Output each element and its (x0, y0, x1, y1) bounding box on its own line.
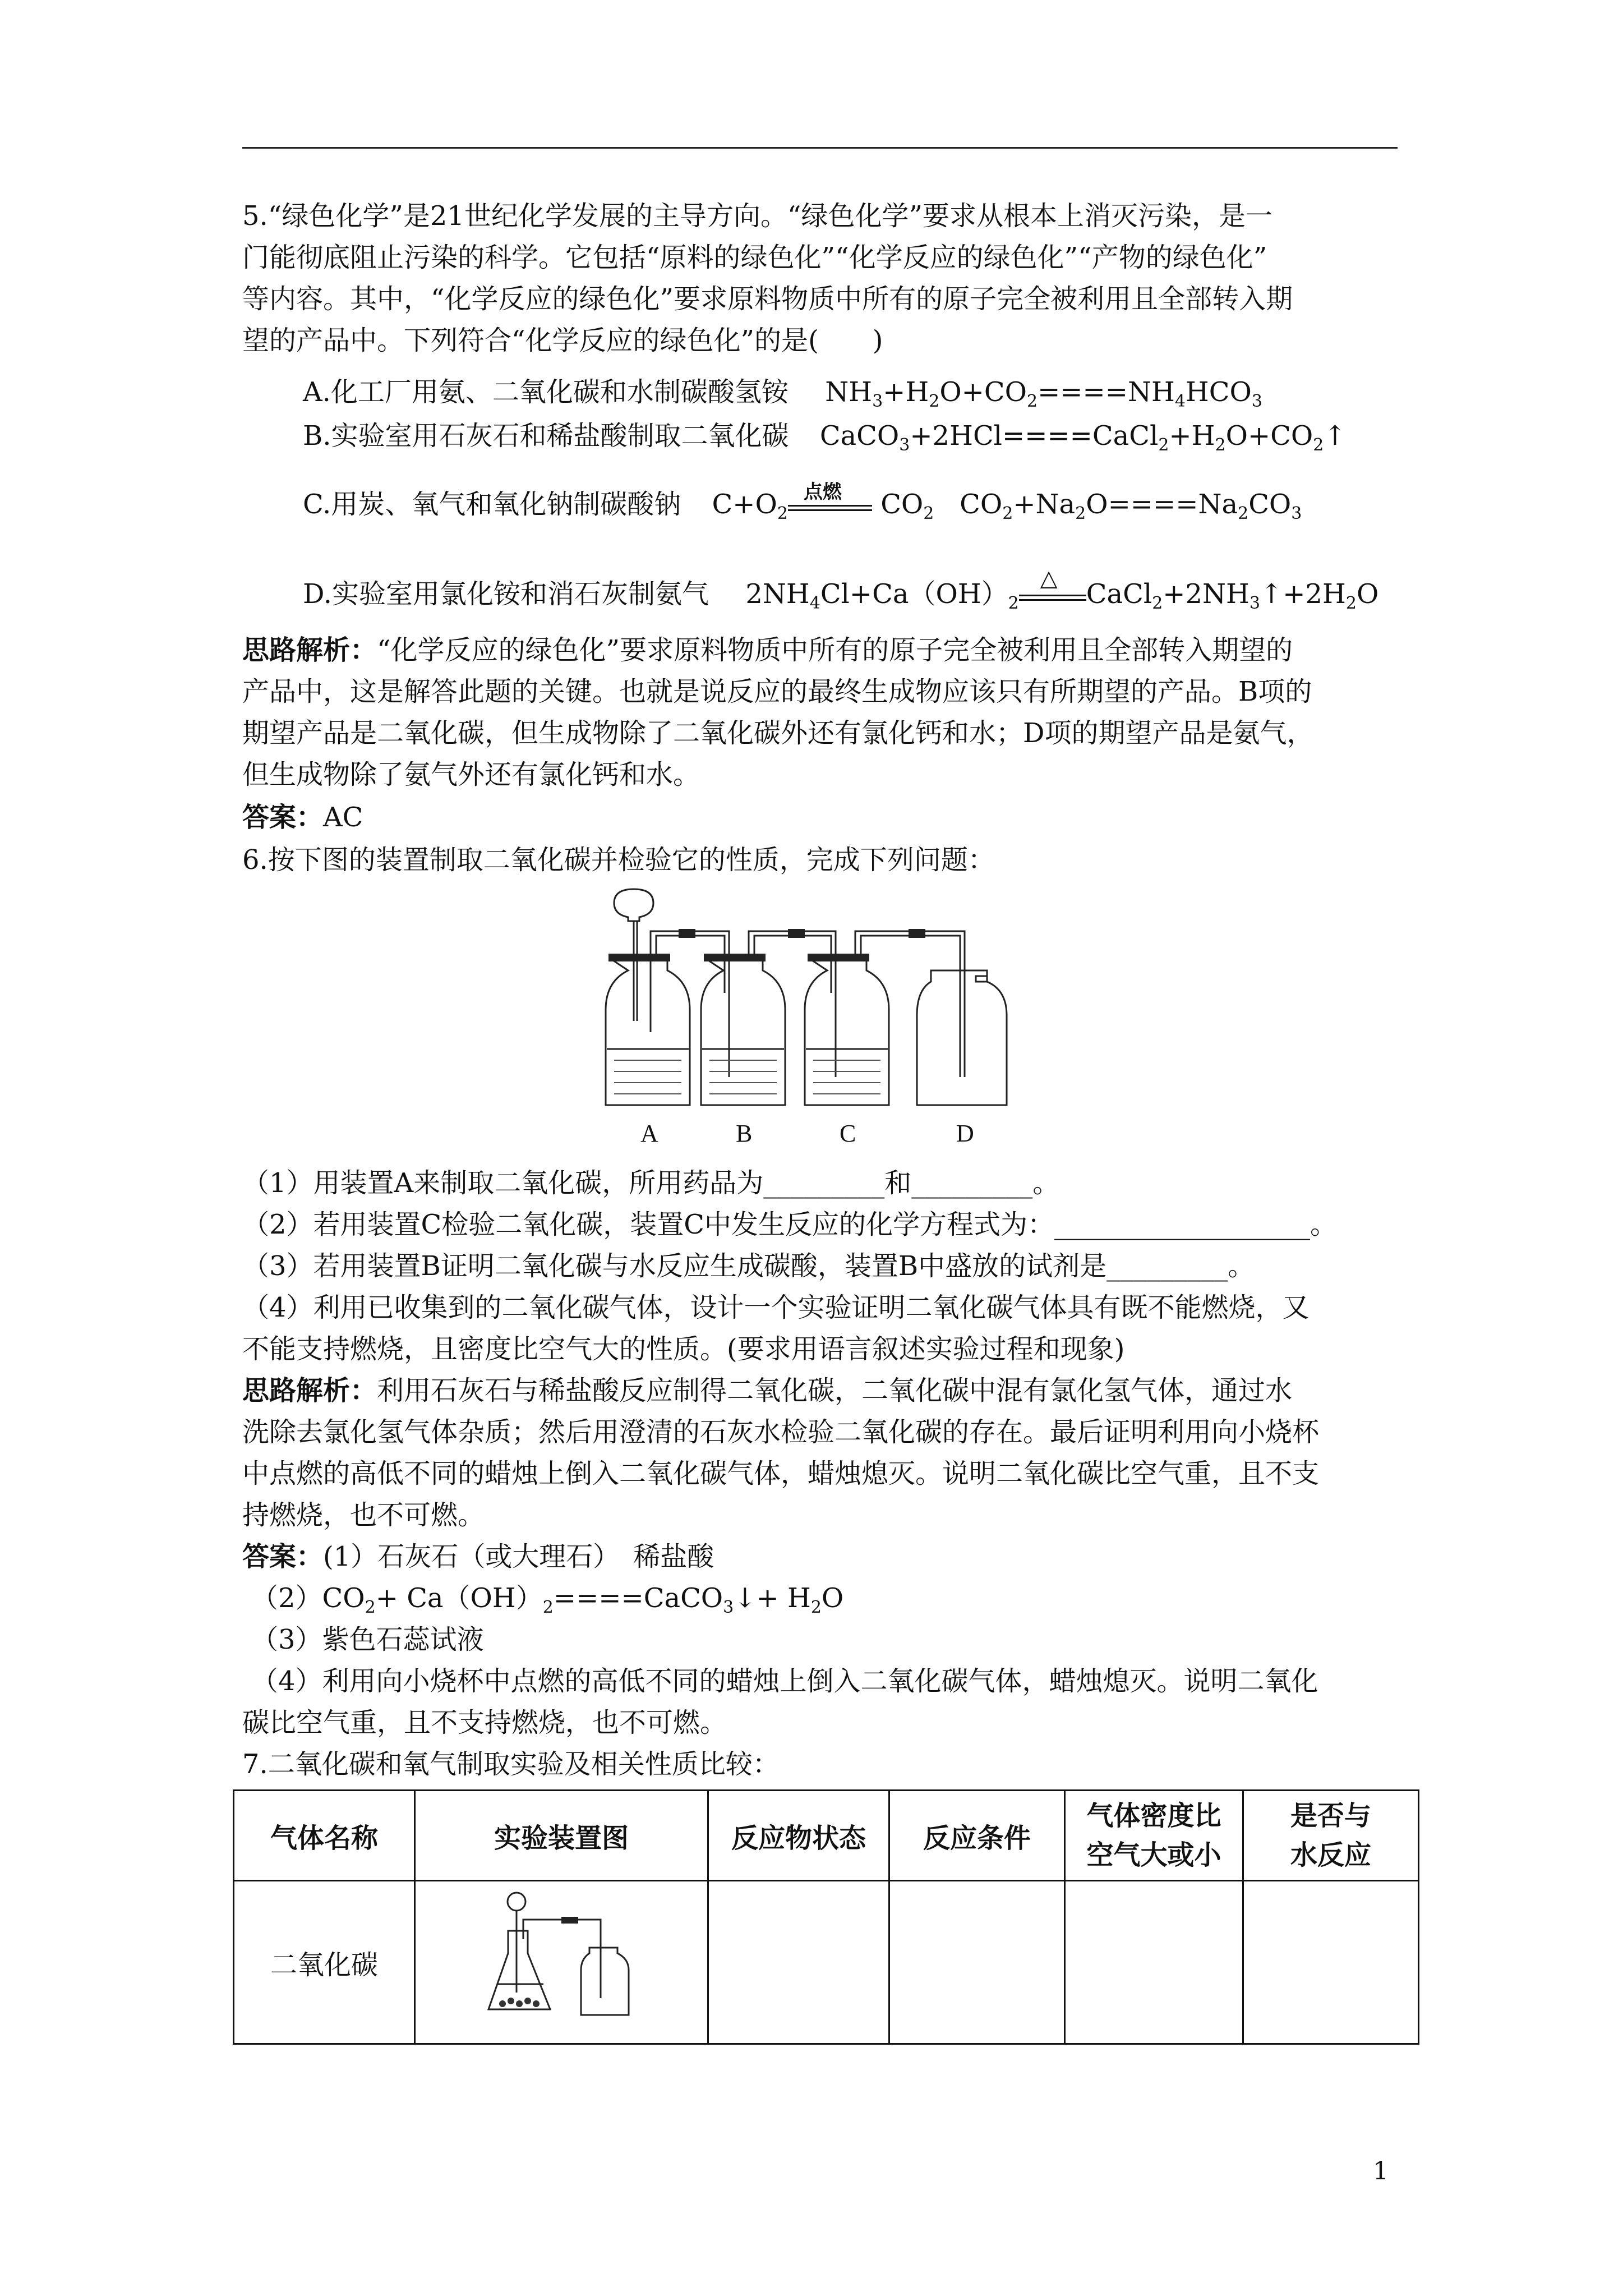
q5-answer: 答案：AC (242, 802, 363, 833)
label-d: D (956, 1120, 974, 1147)
cell-apparatus (415, 1881, 708, 2044)
label-a: A (640, 1120, 658, 1147)
q5-option-c (303, 480, 1302, 526)
q6-part4-line2: 不能支持燃烧，且密度比空气大的性质。(要求用语言叙述实验过程和现象) (242, 1333, 1125, 1365)
heat-arrow (1019, 565, 1086, 616)
label-c: C (840, 1120, 856, 1147)
q5-line3: 等内容。其中，“化学反应的绿色化”要求原料物质中所有的原子完全被利用且全部转入期 (242, 283, 1293, 315)
q6-answer-line4: （4）利用向小烧杯中点燃的高低不同的蜡烛上倒入二氧化碳气体，蜡烛熄灭。说明二氧化 (251, 1665, 1318, 1697)
q5-line2: 门能彻底阻止污染的科学。它包括“原料的绿色化”“化学反应的绿色化”“产物的绿色化” (242, 242, 1267, 273)
header-water-reaction: 是否与 水反应 (1243, 1791, 1419, 1881)
q5-line1: 5.“绿色化学”是21世纪化学发展的主导方向。“绿色化学”要求从根本上消灭污染，是一 (242, 200, 1273, 232)
q5-option-b (303, 415, 1347, 457)
cell-density (1065, 1881, 1243, 2044)
table-header-row (234, 1791, 1419, 1881)
q6-analysis-line4: 持燃烧，也不可燃。 (242, 1499, 485, 1531)
cell-gas-co2: 二氧化碳 (234, 1881, 415, 2044)
option-b-text: B.实验室用石灰石和稀盐酸制取二氧化碳 (303, 420, 789, 452)
q7-title: 7.二氧化碳和氧气制取实验及相关性质比较： (242, 1749, 780, 1780)
cell-reactant-state (708, 1881, 889, 2044)
q6-part4-line1: （4）利用已收集到的二氧化碳气体，设计一个实验证明二氧化碳气体具有既不能燃烧，又 (242, 1292, 1310, 1323)
option-d-equation: $2NH_4Cl+Ca(OH)_2$ △ $CaCl_2+2NH_3↑+2H_2O$ (745, 578, 1378, 610)
q6-answer-line5: 碳比空气重，且不支持燃烧，也不可燃。 (242, 1707, 727, 1738)
header-rule (242, 147, 1398, 149)
cell-water-reaction (1243, 1881, 1419, 2044)
q6-part3: （3）若用装置B证明二氧化碳与水反应生成碳酸，装置B中盛放的试剂是_________。 (242, 1250, 1255, 1282)
apparatus-figure (594, 886, 1043, 1150)
header-apparatus: 实验装置图 (415, 1791, 708, 1881)
q5-option-d (303, 565, 1379, 616)
co2-apparatus-icon (477, 1886, 645, 2032)
label-b: B (736, 1120, 753, 1147)
q6-analysis-label: 思路解析： (242, 1375, 377, 1406)
header-gas-name: 气体名称 (234, 1791, 415, 1881)
q6-answer-line3: （3）紫色石蕊试液 (251, 1624, 484, 1655)
q5-answer-label: 答案： (242, 802, 324, 833)
option-a-text: A.化工厂用氨、二氧化碳和水制碳酸氢铵 (303, 376, 789, 408)
table-row (234, 1881, 1419, 2044)
heat-condition: △ (1040, 565, 1058, 591)
q5-analysis-line3: 期望产品是二氧化碳，但生成物除了二氧化碳外还有氯化钙和水；D项的期望产品是氨气， (242, 717, 1314, 749)
header-density: 气体密度比 空气大或小 (1065, 1791, 1243, 1881)
option-d-text: D.实验室用氯化铵和消石灰制氨气 (303, 578, 709, 610)
q5-analysis-line1: 思路解析：“化学反应的绿色化”要求原料物质中所有的原子完全被利用且全部转入期望的 (242, 634, 1293, 666)
option-c-equation: $C+O_2$ 点燃 $CO_2$ $CO_2+Na_2O====Na_2CO_3$ (712, 489, 1302, 520)
q6-part2: （2）若用装置C检验二氧化碳，装置C中发生反应的化学方程式为：___________________。 (242, 1209, 1337, 1240)
comparison-table (233, 1789, 1419, 2045)
q5-analysis-label: 思路解析： (242, 634, 377, 666)
q5-line4: 望的产品中。下列符合“化学反应的绿色化”的是( ) (242, 325, 883, 356)
option-c-text: C.用炭、氧气和氧化钠制碳酸钠 (303, 489, 681, 520)
condition-arrow (788, 480, 872, 526)
page-number: 1 (1373, 2157, 1389, 2185)
q6-analysis-line2: 洗除去氯化氢气体杂质；然后用澄清的石灰水检验二氧化碳的存在。最后证明利用向小烧杯 (242, 1416, 1320, 1448)
q5-analysis-line2: 产品中，这是解答此题的关键。也就是说反应的最终生成物应该只有所期望的产品。B项的 (242, 676, 1312, 707)
cell-condition (889, 1881, 1065, 2044)
q5-option-a (303, 371, 1262, 413)
option-a-equation: $NH_3+H_2O+CO_2====NH_4HCO_3$ (825, 376, 1262, 411)
option-b-equation: $CaCO_3+2HCl====CaCl_2+H_2O+CO_2↑$ (819, 420, 1347, 455)
q6-analysis-line1: 思路解析：利用石灰石与稀盐酸反应制得二氧化碳，二氧化碳中混有氯化氢气体，通过水 (242, 1375, 1293, 1406)
q6-title: 6.按下图的装置制取二氧化碳并检验它的性质，完成下列问题： (242, 844, 995, 876)
q6-answer-line2: $(2)CO_2+$ $Ca(OH)_2====CaCO_3↓+ H_2O$ (251, 1582, 844, 1617)
q6-answer-label: 答案： (242, 1541, 324, 1572)
header-reactant-state: 反应物状态 (708, 1791, 889, 1881)
ignite-condition: 点燃 (803, 480, 842, 503)
q5-analysis-line4: 但生成物除了氨气外还有氯化钙和水。 (242, 759, 700, 790)
header-condition: 反应条件 (889, 1791, 1065, 1881)
q6-part1: （1）用装置A来制取二氧化碳，所用药品为_________和_________。 (242, 1167, 1060, 1199)
q6-answer-line1: 答案：(1）石灰石（或大理石） 稀盐酸 (242, 1541, 714, 1572)
q6-analysis-line3: 中点燃的高低不同的蜡烛上倒入二氧化碳气体，蜡烛熄灭。说明二氧化碳比空气重，且不支 (242, 1458, 1320, 1489)
